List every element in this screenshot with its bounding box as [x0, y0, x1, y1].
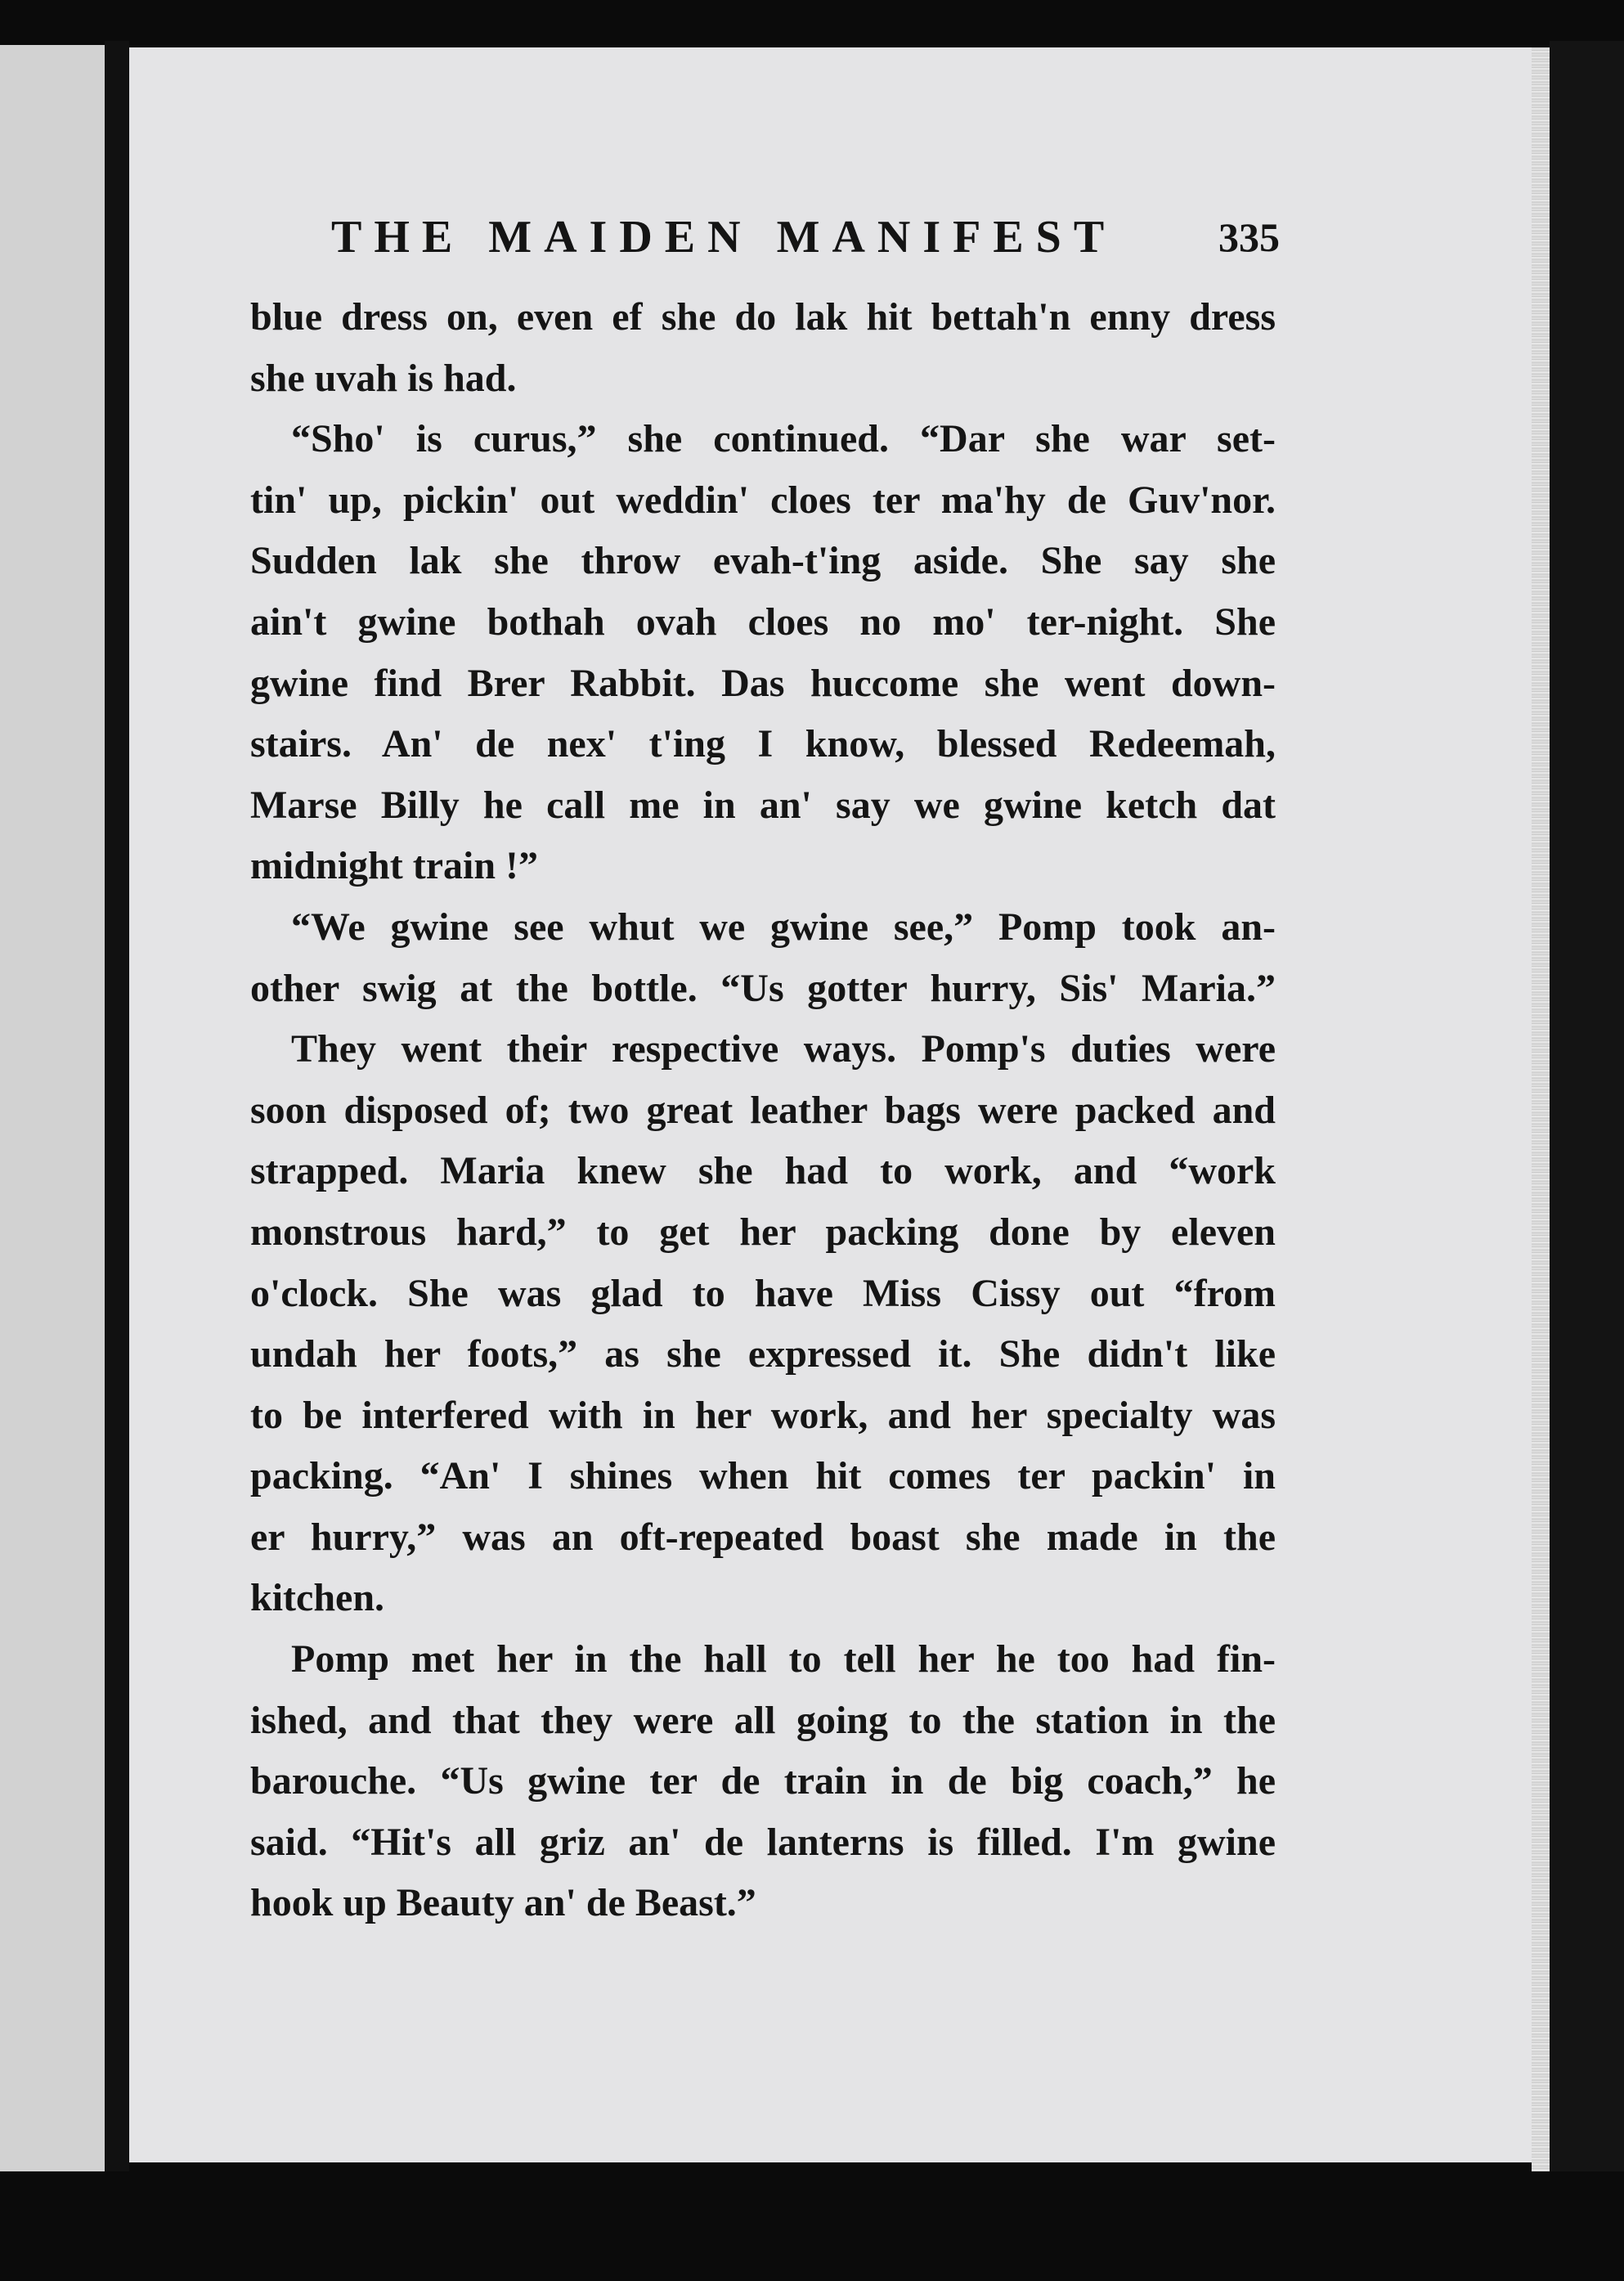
page-header	[331, 204, 1280, 270]
text-line: stairs. An' de nex' t'ing I know, blessed Redeemah,	[250, 722, 1276, 766]
text-line: packing. “An' I shines when hit comes ter packin' in	[250, 1454, 1276, 1498]
text-line: said. “Hit's all griz an' de lanterns is filled. I'm gwine	[250, 1820, 1276, 1864]
page-stack-edge	[1532, 47, 1550, 2174]
text-line: gwine find Brer Rabbit. Das huccome she went down-	[250, 661, 1276, 705]
text-line: ain't gwine bothah ovah cloes no mo' ter-night. She	[250, 599, 1276, 644]
text-line: barouche. “Us gwine ter de train in de big coach,” he	[250, 1759, 1276, 1803]
scan-border-bottom	[0, 2171, 1624, 2281]
running-head: THE MAIDEN MANIFEST	[331, 212, 1117, 263]
scan-border-right	[1550, 41, 1624, 2208]
text-line: other swig at the bottle. “Us gotter hurry, Sis' Maria.”	[250, 966, 1276, 1010]
text-line: ished, and that they were all going to the station in the	[250, 1698, 1276, 1742]
text-line: Sudden lak she throw evah-t'ing aside. She say she	[250, 539, 1276, 583]
binding-shadow	[105, 41, 129, 2175]
text-line: They went their respective ways. Pomp's duties were	[291, 1027, 1276, 1071]
text-line: to be interfered with in her work, and her specialty was	[250, 1393, 1276, 1437]
text-line: “We gwine see whut we gwine see,” Pomp took an-	[291, 905, 1276, 949]
text-line: kitchen.	[250, 1576, 385, 1620]
page-number: 335	[1218, 214, 1280, 260]
body-text	[250, 287, 1276, 1934]
facing-page-edge	[0, 45, 105, 2171]
text-line: Marse Billy he call me in an' say we gwine ketch dat	[250, 783, 1276, 827]
text-line: strapped. Maria knew she had to work, and “work	[250, 1149, 1276, 1193]
text-line: tin' up, pickin' out weddin' cloes ter ma'hy de Guv'nor.	[250, 478, 1276, 522]
text-line: soon disposed of; two great leather bags were packed and	[250, 1088, 1276, 1132]
text-line: o'clock. She was glad to have Miss Cissy out “from	[250, 1271, 1276, 1315]
text-line: Pomp met her in the hall to tell her he too had fin-	[291, 1637, 1276, 1682]
text-line: undah her foots,” as she expressed it. She didn't like	[250, 1332, 1276, 1376]
text-line: monstrous hard,” to get her packing done by eleven	[250, 1210, 1276, 1254]
text-line: hook up Beauty an' de Beast.”	[250, 1881, 756, 1925]
text-line: blue dress on, even ef she do lak hit bettah'n enny dress	[250, 295, 1276, 339]
text-line: er hurry,” was an oft-repeated boast she made in the	[250, 1515, 1276, 1559]
text-line: midnight train !”	[250, 844, 539, 888]
text-line: she uvah is had.	[250, 356, 517, 400]
text-line: “Sho' is curus,” she continued. “Dar she war set-	[291, 417, 1276, 461]
